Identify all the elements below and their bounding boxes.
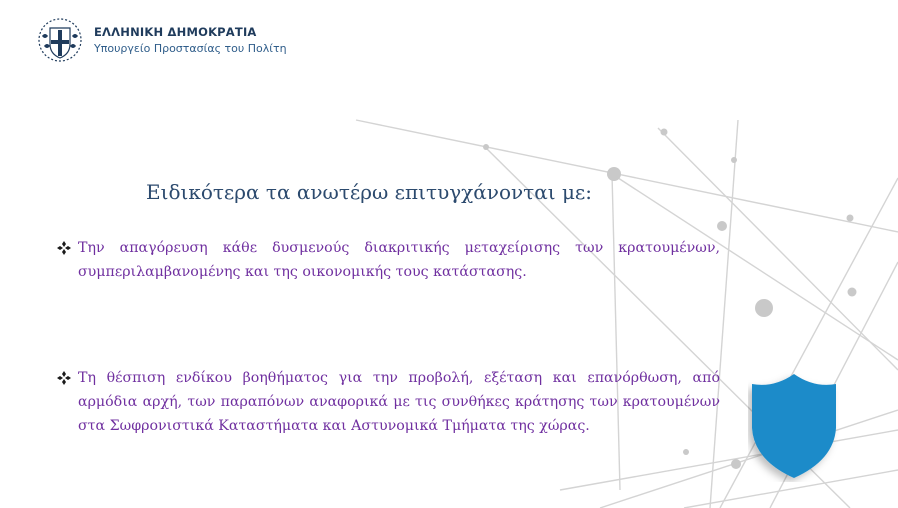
diamond-bullet-icon <box>56 240 72 256</box>
ministry-name: Υπουργείο Προστασίας του Πολίτη <box>94 42 287 55</box>
slide-title: Ειδικότερα τα ανωτέρω επιτυγχάνονται με: <box>146 180 593 204</box>
greek-coat-of-arms-icon <box>36 16 84 64</box>
organization <box>94 25 287 55</box>
header <box>36 16 287 64</box>
bullet-text: Την απαγόρευση κάθε δυσμενούς διακριτικής μεταχείρισης των κρατουμένων, συμπεριλαμβανομένης και της οικονομικής τους κατάστασης. <box>78 240 720 280</box>
shield-icon <box>748 370 840 482</box>
bullet-text: Τη θέσπιση ενδίκου βοηθήματος για την προβολή, εξέταση και επανόρθωση, από αρμόδια αρχή, των παραπόνων αναφορικά με τις συνθήκες κράτησης των κρατουμένων στα Σωφρονιστικά Καταστήματα και Αστυνομικά Τμήματα της χώρας. <box>78 370 720 434</box>
diamond-bullet-icon <box>56 370 72 386</box>
bullet-item <box>56 366 720 438</box>
org-name: ΕΛΛΗΝΙΚΗ ΔΗΜΟΚΡΑΤΙΑ <box>94 25 257 39</box>
bullet-item <box>56 236 720 284</box>
